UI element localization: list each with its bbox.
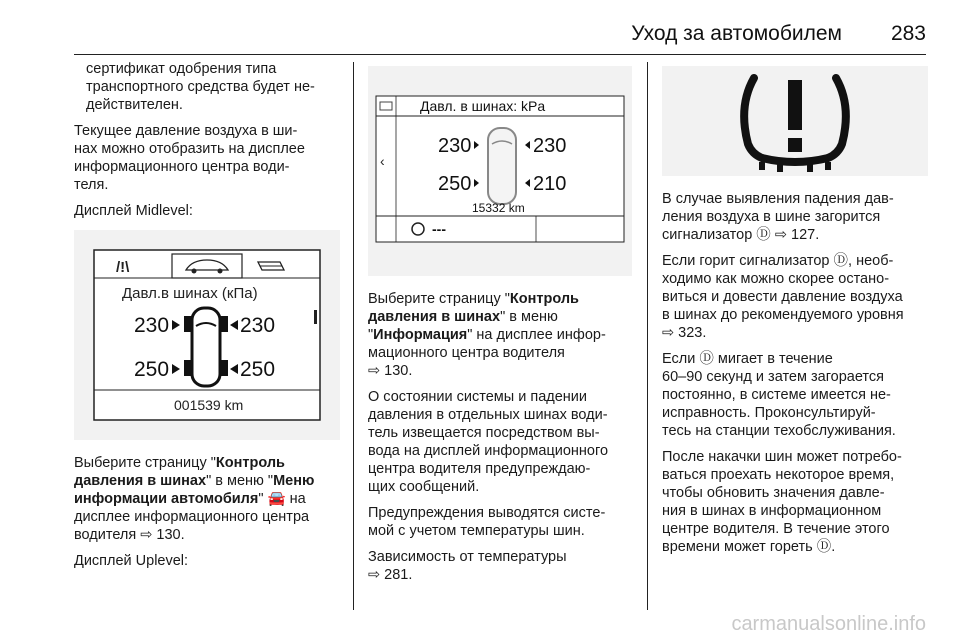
midlevel-front-right: 230 [240, 314, 276, 337]
column-1 [74, 60, 340, 578]
label-uplevel: Дисплей Uplevel: [74, 553, 189, 569]
uplevel-odometer: 15332 km [472, 201, 525, 215]
uplevel-rear-right: 210 [533, 173, 567, 195]
uplevel-title: Давл. в шинах: kPa [420, 98, 546, 114]
midlevel-car-tab-icon [172, 254, 242, 278]
paragraph-system-status: О состоянии системы и падении давления в отдельных шинах води- тель извещается посредством вы- вода на дисплей информационного центра водителя предупреждаю- щих сообщений. [368, 389, 609, 495]
paragraph-warnings: Предупреждения выводятся систе- мой с учетом температуры шин. [368, 505, 606, 539]
midlevel-warning-tab-icon: /!\ [116, 259, 130, 276]
uplevel-back-icon: ‹ [380, 153, 385, 169]
midlevel-title: Давл.в шинах (кПа) [122, 285, 258, 302]
tpms-warning-icon [744, 78, 846, 172]
midlevel-rear-right: 250 [240, 358, 276, 381]
uplevel-car-top-icon [488, 128, 516, 204]
midlevel-car-top-icon [184, 308, 228, 386]
paragraph-temperature: Зависимость от температуры ⇨ 281. [368, 549, 567, 583]
uplevel-rear-left: 250 [438, 173, 472, 195]
column-3 [662, 60, 928, 564]
tpms-warning-figure [662, 66, 928, 176]
page-title: Уход за автомобилем [631, 22, 842, 45]
label-midlevel: Дисплей Midlevel: [74, 203, 193, 219]
car-menu-icon: 🚘 [267, 491, 286, 507]
header-rule [74, 54, 926, 55]
page-number: 283 [890, 22, 926, 45]
midlevel-odometer: 001539 km [174, 397, 244, 413]
uplevel-bottom-status: --- [432, 221, 446, 237]
paragraph-current-pressure: Текущее давление воздуха в ши- нах можно отобразить на дисплее информационного центра води- теля. [74, 123, 305, 193]
paragraph-if-lit: Если горит сигнализатор Ⓓ, необ- ходимо как можно скорее остано- виться и довести давление воздуха в шинах до рекомендуемого уровня ⇨ 323. [662, 253, 904, 341]
paragraph-midlevel-instructions: Выберите страницу "Контроль давления в шинах" в меню "Меню информации автомобиля" 🚘 на дисплее информационного центра водителя ⇨ 130. [74, 455, 315, 543]
paragraph-after-inflation: После накачки шин может потребо- ваться проехать некоторое время, чтобы обновить значения давле- ния в шинах в информационном центре водителя. В течение этого времени может гореть Ⓓ. [662, 449, 902, 555]
paragraph-pressure-drop: В случае выявления падения дав- ления воздуха в шине загорится сигнализатор Ⓓ ⇨ 127. [662, 191, 894, 243]
column-divider-2 [647, 62, 648, 610]
watermark: carmanualsonline.info [731, 613, 926, 635]
page-header [0, 14, 960, 54]
column-2 [368, 60, 632, 592]
uplevel-front-left: 230 [438, 135, 472, 157]
uplevel-front-right: 230 [533, 135, 567, 157]
paragraph-uplevel-instructions: Выберите страницу "Контроль давления в шинах" в меню "Информация" на дисплее инфор-мационного центра водителя ⇨ 130. [368, 291, 606, 379]
uplevel-display-figure [368, 66, 632, 276]
paragraph-if-flashing: Если Ⓓ мигает в течение 60–90 секунд и затем загорается постоянно, в системе имеется не- исправность. Проконсультируй- тесь на станции техобслуживания. [662, 351, 896, 439]
paragraph-certificate: сертификат одобрения типа транспортного средства будет не- действителен. [86, 61, 315, 113]
midlevel-display-figure [74, 230, 340, 440]
midlevel-rear-left: 250 [134, 358, 170, 381]
column-divider-1 [353, 62, 354, 610]
midlevel-front-left: 230 [134, 314, 170, 337]
